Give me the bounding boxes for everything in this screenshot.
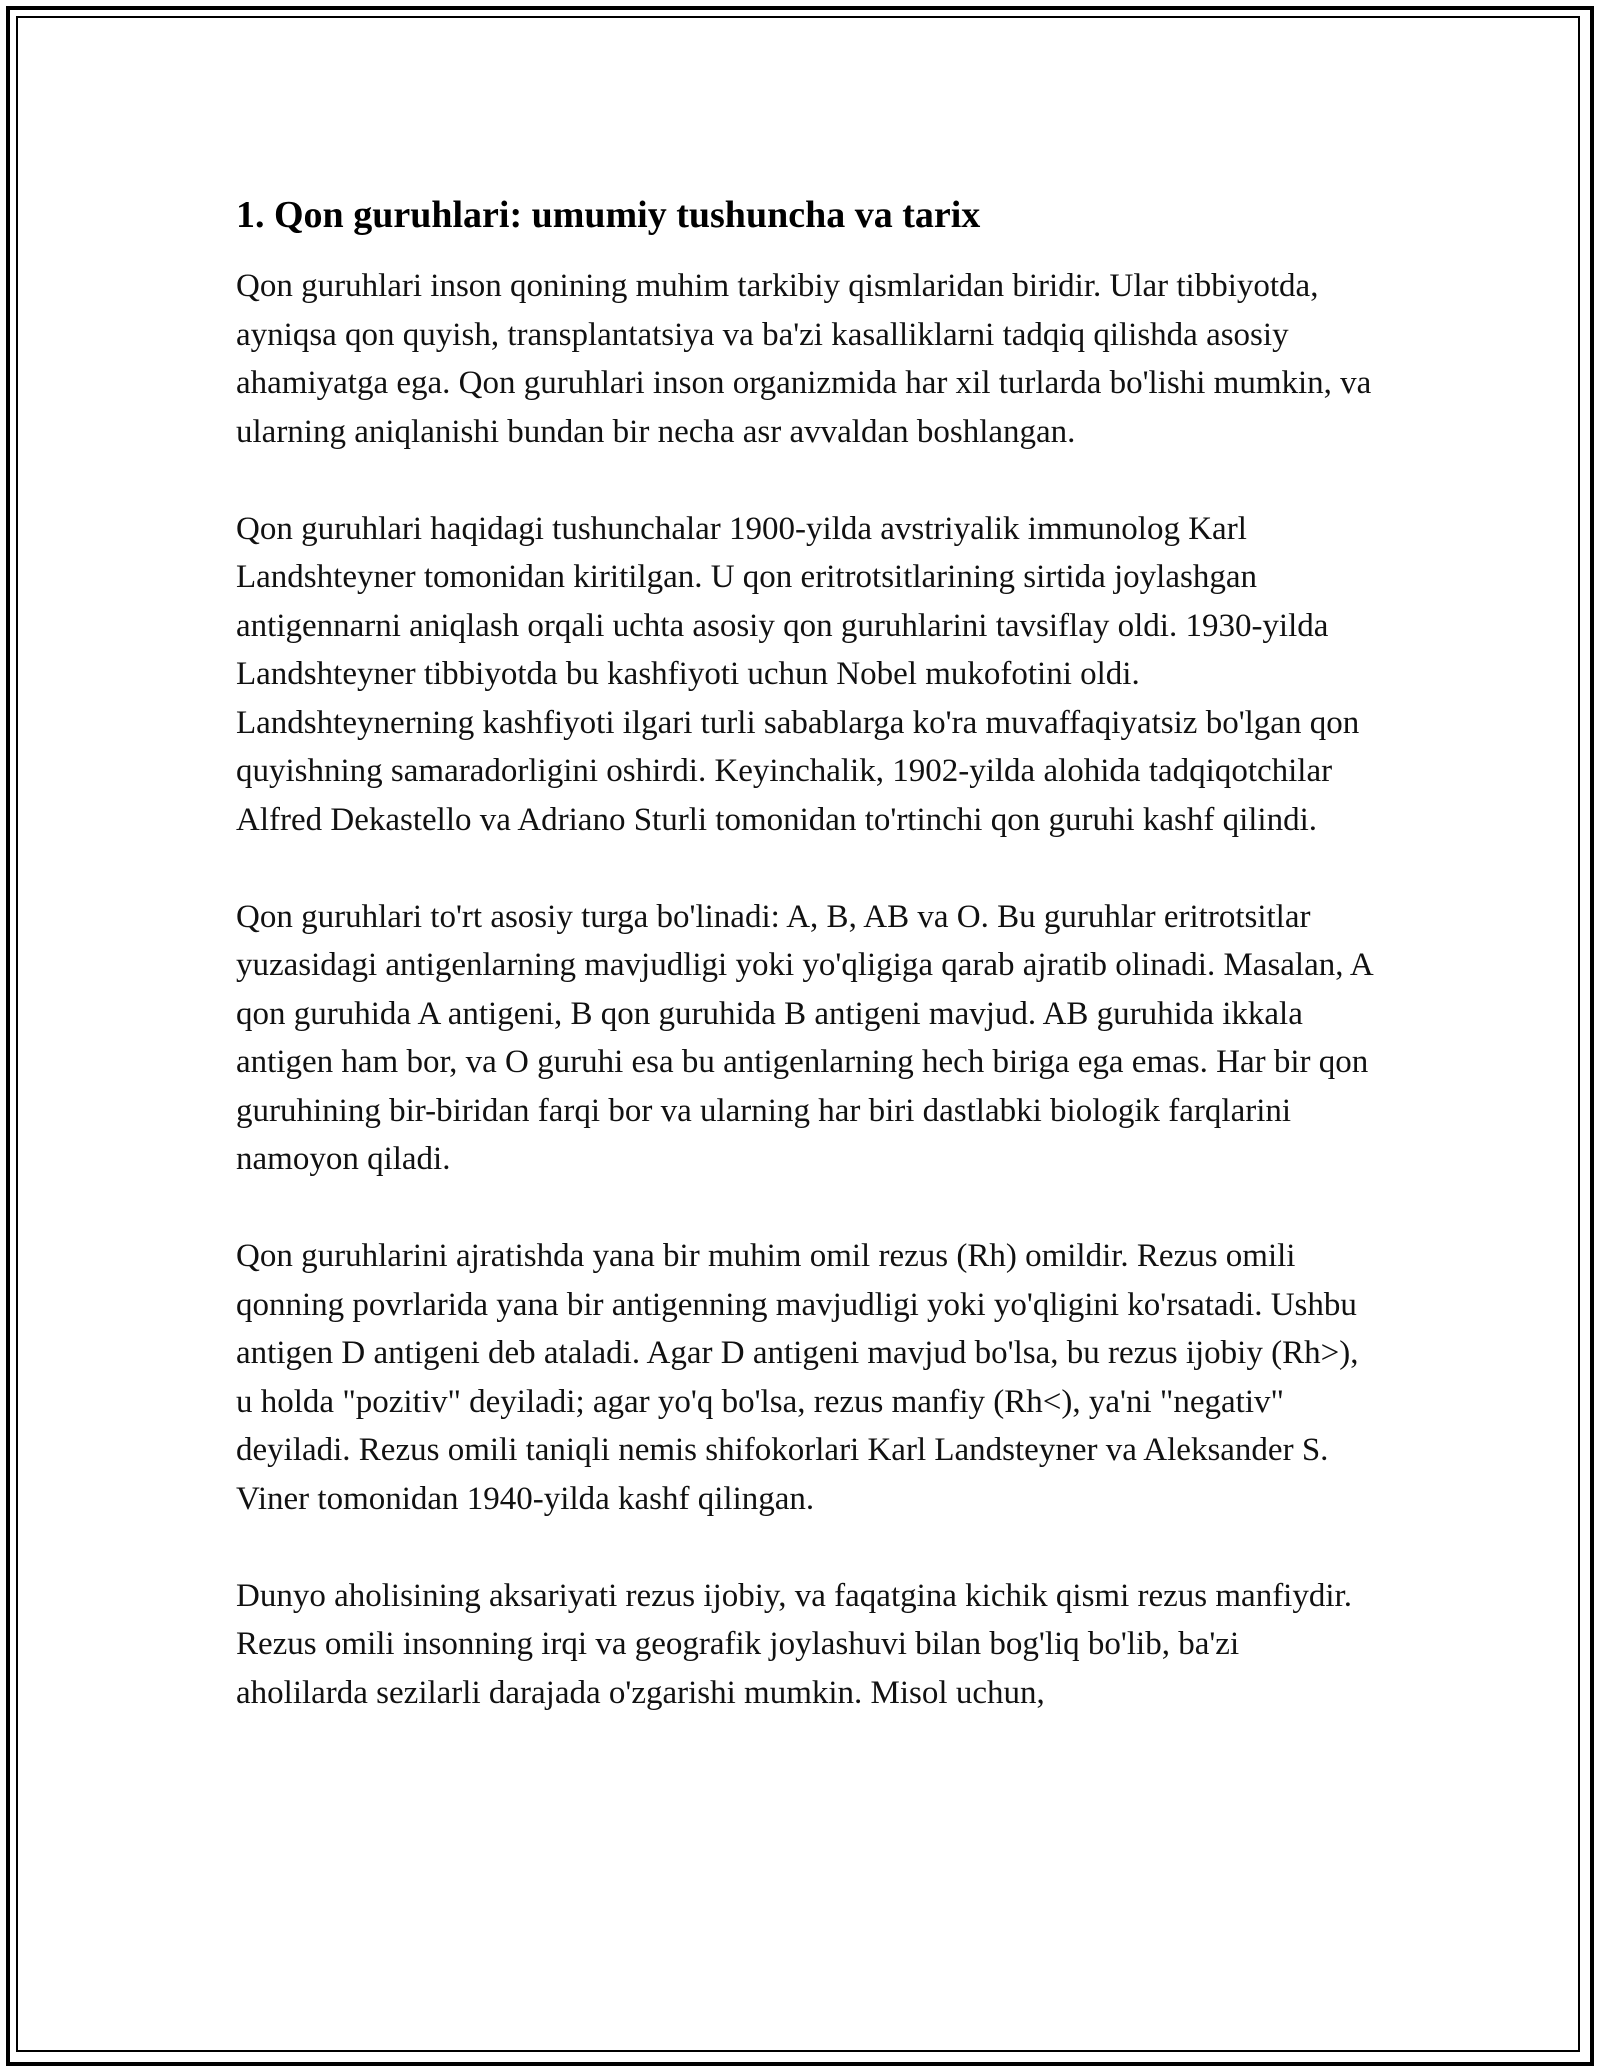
paragraph-blood-types: Qon guruhlari to'rt asosiy turga bo'linadi: A, B, AB va O. Bu guruhlar eritrotsitlar yuzasidagi antigenlarning mavjudligi yoki yo'qligiga qarab ajratib olinadi. Masalan, A qon guruhida A antigeni, B qon guruhida B antigeni mavjud. AB guruhida ikkala antigen ham bor, va O guruhi esa bu antigenlarning hech biriga ega emas. Har bir qon guruhining bir-biridan farqi bor va ularning har biri dastlabki biologik farqlarini namoyon qiladi. (236, 898, 1372, 1177)
document-body (236, 190, 1376, 1766)
paragraph-world-population: Dunyo aholisining aksariyati rezus ijobiy, va faqatgina kichik qismi rezus manfiydir. Rezus omili insonning irqi va geografik joylashuvi bilan bog'liq bo'lib, ba'zi aholilarda sezilarli darajada o'zgarishi mumkin. Misol uchun, (236, 1577, 1352, 1711)
paragraph-intro: Qon guruhlari inson qonining muhim tarkibiy qismlaridan biridir. Ular tibbiyotda, ayniqsa qon quyish, transplantatsiya va ba'zi kasalliklarni tadqiq qilishda asosiy ahamiyatga ega. Qon guruhlari inson organizmida har xil turlarda bo'lishi mumkin, va ularning aniqlanishi bundan bir necha asr avvaldan boshlangan. (236, 268, 1372, 450)
paragraph-rhesus-factor: Qon guruhlarini ajratishda yana bir muhim omil rezus (Rh) omildir. Rezus omili qonning povrlarida yana bir antigenning mavjudligi yoki yo'qligini ko'rsatadi. Ushbu antigen D antigeni deb ataladi. Agar D antigeni mavjud bo'lsa, bu rezus ijobiy (Rh>), u holda "pozitiv" deyiladi; agar yo'q bo'lsa, rezus manfiy (Rh<), ya'ni "negativ" deyiladi. Rezus omili taniqli nemis shifokorlari Karl Landsteyner va Aleksander S. Viner tomonidan 1940-yilda kashf qilingan. (236, 1238, 1359, 1517)
paragraph-history: Qon guruhlari haqidagi tushunchalar 1900-yilda avstriyalik immunolog Karl Landshteyner tomonidan kiritilgan. U qon eritrotsitlarining sirtida joylashgan antigennarni aniqlash orqali uchta asosiy qon guruhlarini tavsiflay oldi. 1930-yilda Landshteyner tibbiyotda bu kashfiyoti uchun Nobel mukofotini oldi. Landshteynerning kashfiyoti ilgari turli sabablarga ko'ra muvaffaqiyatsiz bo'lgan qon quyishning samaradorligini oshirdi. Keyinchalik, 1902-yilda alohida tadqiqotchilar Alfred Dekastello va Adriano Sturli tomonidan to'rtinchi qon guruhi kashf qilindi. (236, 510, 1360, 838)
section-heading: 1. Qon guruhlari: umumiy tushuncha va tarix (236, 194, 981, 236)
